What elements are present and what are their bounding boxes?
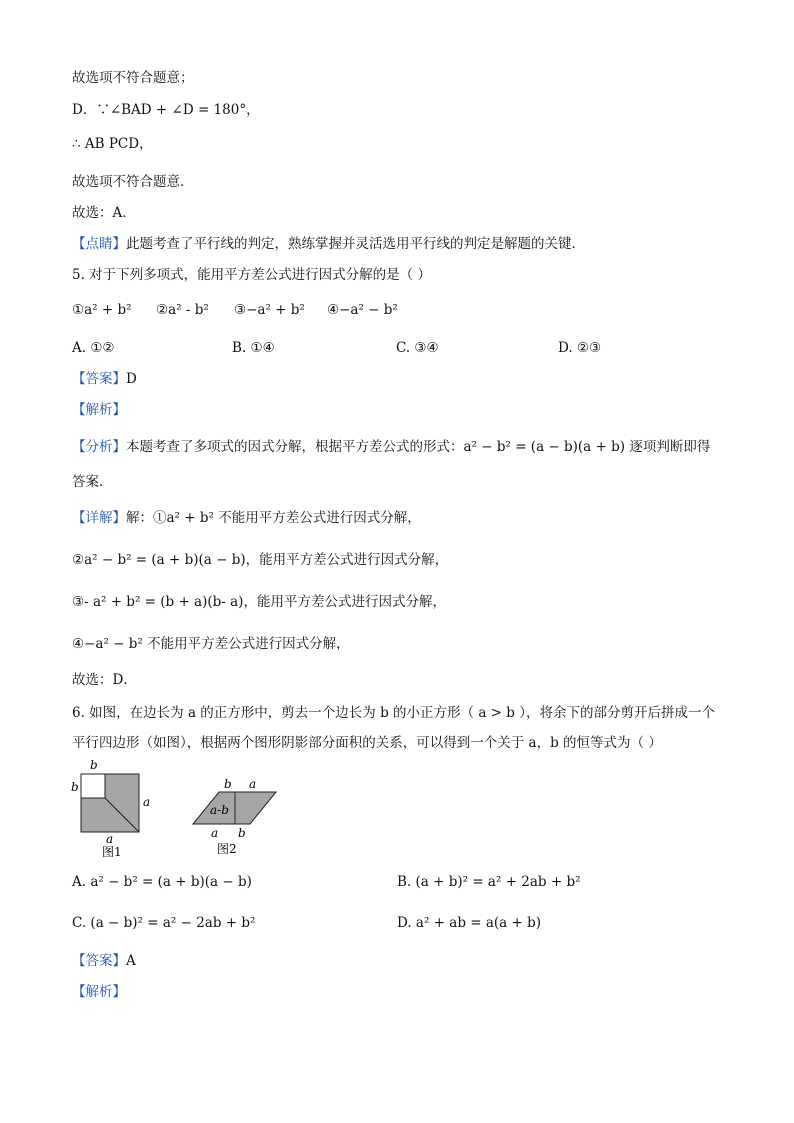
option-c: C. (a − b)² = a² − 2ab + b²: [72, 915, 256, 931]
fig2-mid-label: a-b: [210, 803, 229, 817]
text-line: 故选：A．: [72, 205, 136, 221]
question-6-stem-2: 平行四边形（如图），根据两个图形阴影部分面积的关系，可以得到一个关于 a，b 的恒等式为（ ）: [72, 735, 662, 751]
figure-1: [66, 756, 166, 860]
fenxi-text: 本题考查了多项式的因式分解，根据平方差公式的形式：a² − b² = (a − b)(a + b) 逐项判断即得: [126, 439, 711, 455]
item-2: ②a² - b²: [156, 302, 209, 318]
option-a: A. a² − b² = (a + b)(a − b): [72, 874, 252, 890]
fig2-top-b: b: [224, 777, 232, 791]
step-3: ③- a² + b² = (b + a)(b- a)，能用平方差公式进行因式分解，: [72, 594, 446, 610]
conclusion: 故选：D．: [72, 672, 137, 688]
fenxi-cont: 答案．: [72, 474, 113, 490]
item-1: ①a² + b²: [72, 302, 132, 318]
fig1-left-label: b: [71, 780, 79, 794]
fig1-right-label: a: [143, 795, 151, 809]
jiexi-tag: 【解析】: [72, 984, 126, 1000]
answer-value: A: [126, 953, 136, 969]
option-d: D. a² + ab = a(a + b): [397, 915, 542, 931]
text-line: 故选项不符合题意．: [72, 174, 194, 190]
jiexi-tag: 【解析】: [72, 402, 126, 418]
answer-line: [72, 369, 734, 389]
fig2-bottom-a: a: [211, 826, 219, 840]
option-c: C. ③④: [396, 340, 439, 356]
text-line: ∴ AB PCD，: [72, 136, 153, 152]
xiangjie-tag: 【详解】: [72, 510, 126, 526]
fig1-bottom-label: a: [106, 832, 114, 846]
fenxi-line: [72, 437, 734, 457]
answer-tag: 【答案】: [72, 371, 126, 387]
option-a: A. ①②: [72, 340, 115, 356]
item-3: ③−a² + b²: [234, 302, 305, 318]
fig1-caption: 图1: [102, 845, 122, 859]
question-6-stem-1: 6. 如图，在边长为 a 的正方形中，剪去一个边长为 b 的小正方形（ a > b ），将余下的部分剪开后拼成一个: [72, 705, 715, 721]
dianjing-line: [72, 234, 734, 254]
dianjing-tag: 【点睛】: [72, 236, 126, 252]
answer-value: D: [126, 371, 137, 387]
question-5-stem: 5. 对于下列多项式，能用平方差公式进行因式分解的是（ ）: [72, 267, 431, 283]
dianjing-text: 此题考查了平行线的判定，熟练掌握并灵活选用平行线的判定是解题的关键．: [126, 236, 585, 252]
option-b: B. ①④: [232, 340, 275, 356]
fig2-top-a: a: [249, 777, 257, 791]
item-4: ④−a² − b²: [327, 302, 398, 318]
fig2-caption: 图2: [217, 842, 237, 856]
text-line: 故选项不符合题意；: [72, 70, 194, 86]
figure-2: [186, 774, 286, 860]
option-d: D. ②③: [558, 340, 602, 356]
step-4: ④−a² − b² 不能用平方差公式进行因式分解，: [72, 636, 350, 652]
xiangjie-line: [72, 508, 734, 528]
fenxi-tag: 【分析】: [72, 439, 126, 455]
xiangjie-text: 解：①a² + b² 不能用平方差公式进行因式分解，: [126, 510, 421, 526]
fig1-top-label: b: [90, 758, 98, 772]
text-line: D．∵∠BAD + ∠D = 180°，: [72, 102, 260, 118]
answer-tag: 【答案】: [72, 953, 126, 969]
step-2: ②a² − b² = (a + b)(a − b)，能用平方差公式进行因式分解，: [72, 552, 449, 568]
answer-line: [72, 951, 734, 971]
fig2-bottom-b: b: [238, 826, 246, 840]
option-b: B. (a + b)² = a² + 2ab + b²: [397, 874, 581, 890]
